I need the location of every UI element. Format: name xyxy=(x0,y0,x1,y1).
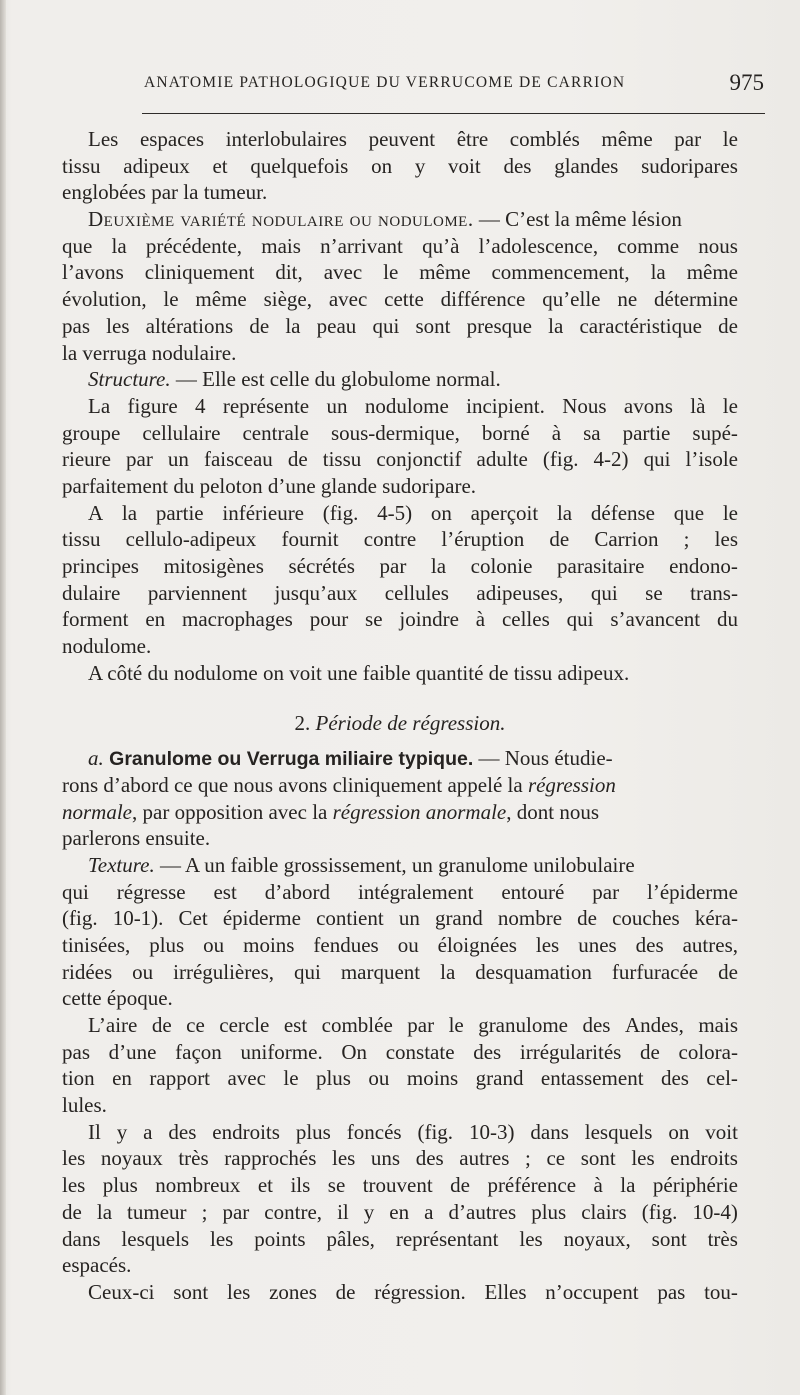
spacer xyxy=(62,737,738,745)
text-line: tissu cellulo-adipeux fournit contre l’éruption de Carrion ; les xyxy=(62,527,738,552)
text-line: ridées ou irrégulières, qui marquent la desquamation furfuracée de xyxy=(62,959,738,984)
text-line: L’aire de ce cercle est comblée par le granulome des Andes, mais xyxy=(88,1013,738,1037)
text-run: , par opposition avec la xyxy=(132,799,333,824)
italic-heading: Texture. xyxy=(88,852,155,877)
bold-heading: Granulome ou Verruga miliaire typique. xyxy=(103,748,474,771)
section-heading: Deuxième variété nodulaire ou nodulome. xyxy=(88,207,474,232)
text-line: (fig. 10-1). Cet épiderme contient un grand nombre de couches kéra- xyxy=(62,906,738,931)
italic-term: normale xyxy=(62,799,132,824)
text-line: principes mitosigènes sécrétés par la colonie parasitaire endono- xyxy=(62,554,738,578)
text-line: Ceux-ci sont les zones de régression. Elles n’occupent pas tou- xyxy=(88,1279,738,1304)
paragraph-heading-line xyxy=(62,852,738,879)
paragraph-heading-line xyxy=(62,206,738,233)
text-line: parfaitement du peloton d’une glande sudoripare. xyxy=(62,473,477,498)
section-number: 2. xyxy=(294,711,316,736)
text-line xyxy=(62,772,738,799)
text-line: tinisées, plus ou moins fendues ou éloignées les unes des autres, xyxy=(62,932,738,957)
section-title-text: Période de régression. xyxy=(315,711,506,736)
text-run: — A un faible grossissement, un granulome unilobulaire xyxy=(154,852,635,877)
text-line: A la partie inférieure (fig. 4-5) on aperçoit la défense que le xyxy=(88,500,738,525)
text-line: évolution, le même siège, avec cette différence qu’elle ne détermine xyxy=(62,287,738,312)
text-line: A côté du nodulome on voit une faible quantité de tissu adipeux. xyxy=(88,660,630,685)
text-line xyxy=(62,799,738,826)
text-run: — C’est la même lésion xyxy=(473,207,682,232)
text-line: Les espaces interlobulaires peuvent être comblés même par le xyxy=(88,127,738,151)
italic-term: régression xyxy=(527,772,616,797)
page-number: 975 xyxy=(729,70,764,95)
text-run: — Nous étudie- xyxy=(473,746,613,771)
italic-term: régression anormale xyxy=(332,799,507,824)
paragraph-heading-line xyxy=(62,366,738,393)
text-line: tion en rapport avec le plus ou moins grand entassement des cel- xyxy=(62,1066,738,1091)
text-line: que la précédente, mais n’arrivant qu’à l’adolescence, comme nous xyxy=(62,233,738,258)
text-line: nodulome. xyxy=(62,634,152,659)
text-line: tissu adipeux et quelquefois on y voit des glandes sudoripares xyxy=(62,153,738,178)
text-run: rons d’abord ce que nous avons cliniquement appelé la xyxy=(62,772,528,797)
page-spine-shadow xyxy=(0,0,6,1395)
section-title xyxy=(62,710,738,737)
text-line: les plus nombreux et ils se trouvent de préférence à la périphérie xyxy=(62,1173,738,1198)
text-line: englobées par la tumeur. xyxy=(62,180,268,205)
list-letter: a. xyxy=(88,746,104,771)
text-line: forment en macrophages pour se joindre à celles qui s’avancent du xyxy=(62,607,738,632)
text-line: La figure 4 représente un nodulome incipient. Nous avons là le xyxy=(88,393,738,418)
text-line: qui régresse est d’abord intégralement entouré par l’épiderme xyxy=(62,879,738,904)
text-line: dulaire parviennent jusqu’aux cellules adipeuses, qui se trans- xyxy=(62,580,738,605)
text-line: l’avons cliniquement dit, avec le même commencement, la même xyxy=(62,260,738,285)
text-line: de la tumeur ; par contre, il y en a d’autres plus clairs (fig. 10-4) xyxy=(62,1199,738,1224)
paragraph-heading-line xyxy=(62,745,738,772)
text-line: les noyaux très rapprochés les uns des autres ; ce sont les endroits xyxy=(62,1146,738,1171)
text-line: pas les altérations de la peau qui sont presque la caractéristique de xyxy=(62,313,738,338)
text-line: rieure par un faisceau de tissu conjonctif adulte (fig. 4-2) qui l’isole xyxy=(62,447,738,472)
page-body xyxy=(62,126,738,1306)
text-line: Il y a des endroits plus foncés (fig. 10-3) dans lesquels on voit xyxy=(88,1119,738,1144)
running-title: ANATOMIE PATHOLOGIQUE DU VERRUCOME DE CARRION xyxy=(144,74,626,91)
text-line: parlerons ensuite. xyxy=(62,826,211,851)
text-line: la verruga nodulaire. xyxy=(62,340,237,365)
text-line: pas d’une façon uniforme. On constate des irrégularités de colora- xyxy=(62,1039,738,1064)
text-line: lules. xyxy=(62,1093,107,1118)
spacer xyxy=(62,686,738,710)
header-rule xyxy=(142,113,765,114)
text-line: groupe cellulaire centrale sous-dermique, borné à sa partie supé- xyxy=(62,420,738,445)
text-run: — Elle est celle du globulome normal. xyxy=(170,367,501,392)
text-line: cette époque. xyxy=(62,986,173,1011)
text-line: dans lesquels les points pâles, représentant les noyaux, sont très xyxy=(62,1226,738,1251)
running-header xyxy=(144,70,764,98)
text-run: , dont nous xyxy=(506,799,600,824)
text-line: espacés. xyxy=(62,1253,132,1278)
italic-heading: Structure. xyxy=(88,367,171,392)
